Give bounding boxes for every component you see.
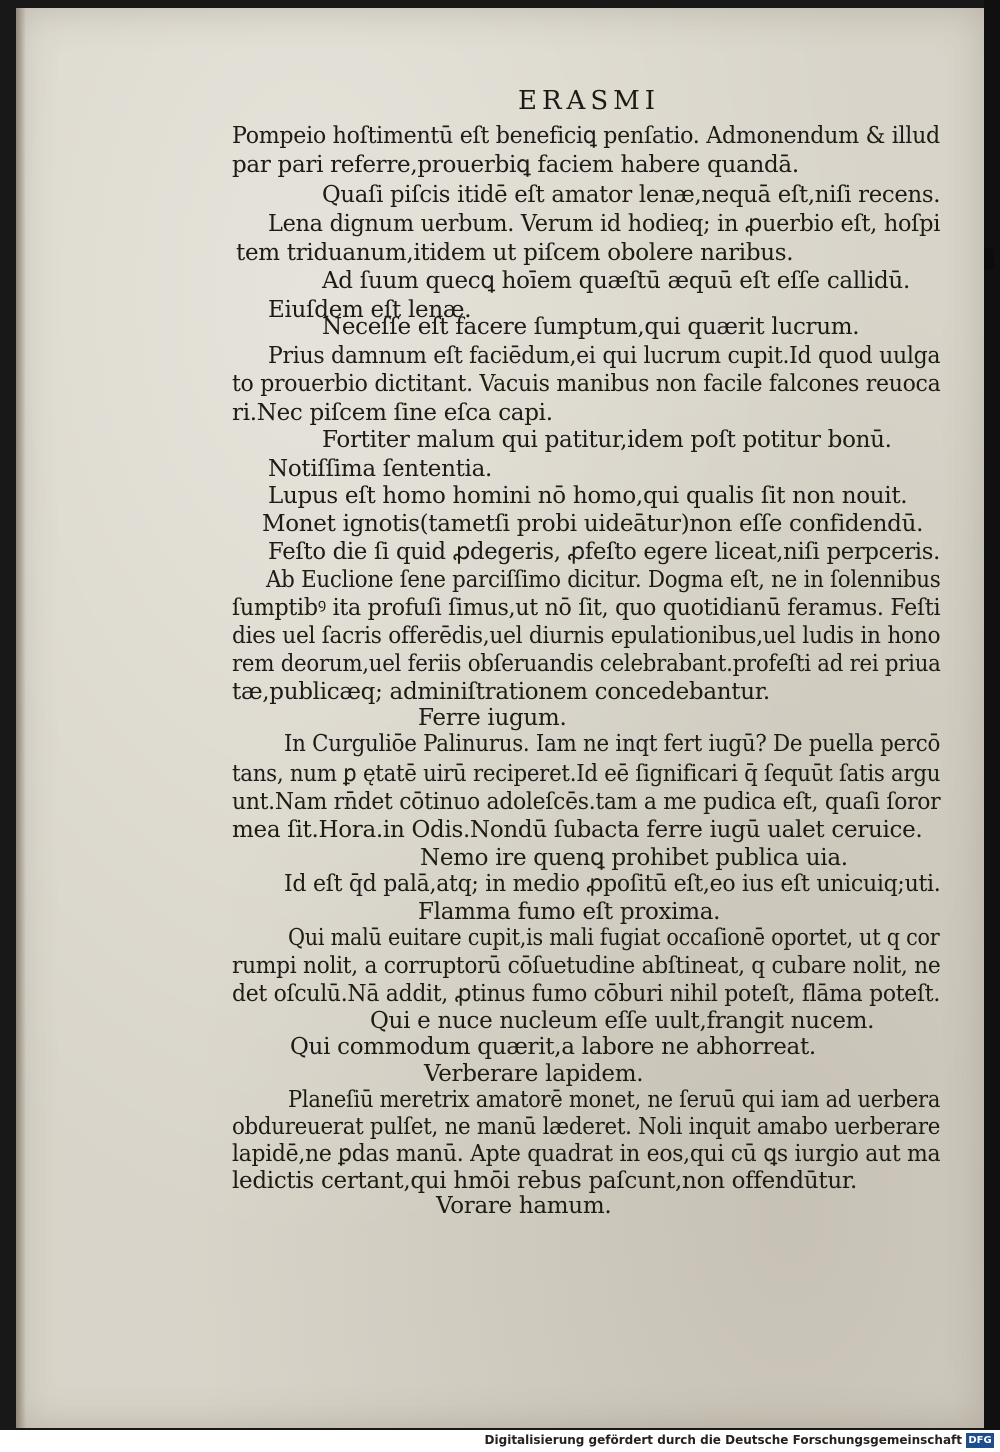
text-line: unt.Nam rn̄det cōtinuo adoleſcēs.tam a me pudica eſt, quaſi ſoror	[232, 789, 941, 815]
text-line: Ab Euclione ſene parciſſimo dicitur. Dogma eſt, ne in ſolennibus	[266, 567, 941, 593]
funding-notice: Digitalisierung gefördert durch die Deutsche Forschungsgemeinschaft	[484, 1433, 962, 1447]
text-line: det oſculū.Nā addit, ꝓtinus fumo cōburi nihil poteſt, flāma poteſt.	[232, 981, 941, 1007]
text-line: Fortiter malum qui patitur,idem poſt potitur bonū.	[322, 427, 892, 453]
text-line: In Curguliōe Palinurus. Iam ne inqt fert iugū? De puella percō	[284, 731, 941, 757]
text-line: tans, num ꝑ ętatē uirū reciperet.Id eē ſignificari q̄ ſequūt ſatis argu	[232, 761, 941, 787]
text-line: Lena dignum uerbum. Verum id hodieq; in ꝓuerbio eſt, hoſpi	[268, 211, 941, 237]
text-line: tem triduanum,itidem ut piſcem obolere naribus.	[236, 240, 794, 266]
text-line: lapidē,ne ꝑdas manū. Apte quadrat in eos,qui cū ꝗs iurgio aut ma	[232, 1141, 941, 1167]
text-line: Notiſſima ſententia.	[268, 456, 493, 482]
text-line: Planeſiū meretrix amatorē monet, ne ſeruū qui iam ad uerbera	[288, 1087, 941, 1113]
text-line: Feſto die ſi quid ꝓdegeris, ꝓfeſto egere liceat,niſi perpceris.	[268, 539, 941, 565]
text-line: tæ,publicæq; adminiſtrationem concedebantur.	[232, 679, 770, 705]
text-line: Vorare hamum.	[436, 1193, 612, 1219]
text-line: ri.Nec piſcem ſine eſca capi.	[232, 400, 553, 426]
page-edge-shadow	[16, 8, 26, 1428]
text-line: Verberare lapidem.	[424, 1061, 644, 1087]
text-line: mea ſit.Hora.in Odis.Nondū ſubacta ferre iugū ualet ceruice.	[232, 817, 923, 843]
text-line: Prius damnum eſt faciēdum,ei qui lucrum cupit.Id quod uulga	[268, 343, 941, 369]
footer-bar	[0, 1430, 1000, 1452]
text-line: Quaſi piſcis itidē eſt amator lenæ,nequā eſt,niſi recens.	[322, 182, 941, 208]
text-line: Monet ignotis(tametſi probi uideātur)non eſſe confidendū.	[262, 511, 924, 537]
text-line: ſumptibꝰ ita profuſi ſimus,ut nō ſit, quo quotidianū feramus. Feſti	[232, 595, 941, 621]
text-line: Flamma fumo eſt proxima.	[418, 899, 721, 925]
text-line: par pari referre,prouerbiꝗ faciem habere quandā.	[232, 152, 799, 178]
text-line: Ad ſuum quecꝗ hoīem quæſtū æquū eſt eſſe callidū.	[322, 268, 910, 294]
text-line: rem deorum,uel feriis obſeruandis celebrabant.profeſti ad rei priua	[232, 651, 941, 677]
text-line: Id eſt q̄d palā,atq; in medio ꝓpoſitū eſt,eo ius eſt unicuiq;uti.	[284, 871, 941, 897]
text-line: ledictis certant,qui hmōi rebus paſcunt,non offendūtur.	[232, 1168, 858, 1194]
text-line: Neceſſe eſt facere ſumptum,qui quærit lucrum.	[322, 314, 860, 340]
text-line: Pompeio hoſtimentū eſt beneficiꝗ penſatio. Admonendum & illud	[232, 123, 940, 149]
text-line: Qui malū euitare cupit,is mali fugiat occaſionē oportet, ut q cor	[288, 925, 940, 951]
text-line: Nemo ire quenꝗ prohibet publica uia.	[420, 845, 848, 871]
text-line: Qui e nuce nucleum eſſe uult,frangit nucem.	[370, 1008, 875, 1034]
text-line: obdureuerat pulſet, ne manū læderet. Noli inquit amabo uerberare	[232, 1114, 941, 1140]
ink-mark	[984, 248, 994, 270]
dfg-logo[interactable]: DFG	[966, 1433, 994, 1448]
text-line: Qui commodum quærit,a labore ne abhorreat.	[290, 1034, 816, 1060]
text-line: dies uel ſacris offerēdis,uel diurnis epulationibus,uel ludis in hono	[232, 623, 941, 649]
page-header-title: ERASMI	[518, 86, 661, 116]
text-line: Ferre iugum.	[418, 705, 567, 731]
text-line: Eiuſdem eſt lenæ.	[268, 297, 472, 323]
scan-background-strip	[984, 0, 1000, 1452]
text-line: rumpi nolit, a corruptorū cōſuetudine abſtineat, q cubare nolit, ne	[232, 953, 941, 979]
text-line: to prouerbio dictitant. Vacuis manibus non facile falcones reuoca	[232, 371, 941, 397]
text-line: Lupus eſt homo homini nō homo,qui qualis ſit non nouit.	[268, 483, 908, 509]
